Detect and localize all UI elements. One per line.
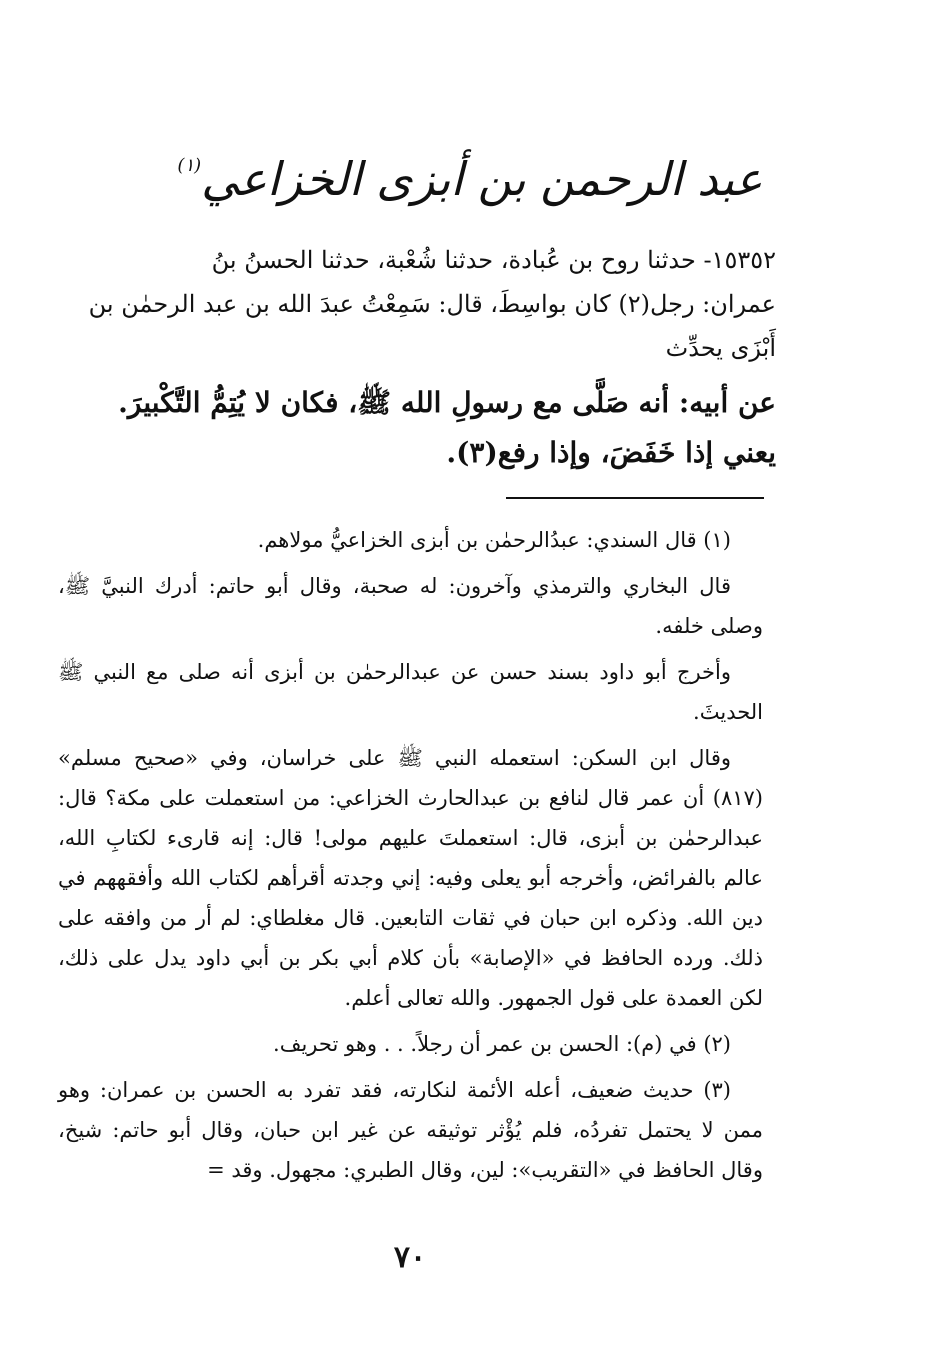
footnotes-section (58, 520, 763, 1196)
isnad-line: ١٥٣٥٢- حدثنا روح بن عُبادة، حدثنا شُعْبة، حدثنا الحسنُ بنُ (211, 246, 776, 274)
page-number: ٧٠ (393, 1240, 427, 1275)
matn-line: يعني إذا خَفَضَ، وإذا رفع(٣). (446, 436, 776, 469)
title-text: عبد الرحمن بن أبزى الخزاعي (201, 152, 763, 206)
isnad-line: أَبْزَى يحدِّث (665, 334, 776, 362)
footnote-1: (١) قال السندي: عبدُالرحمٰن بن أبزى الخزاعيُّ مولاهم. (257, 528, 731, 552)
hadith-matn (58, 378, 776, 478)
footnote-divider (506, 497, 764, 499)
footnote-1-continued: وقال ابن السكن: استعمله النبي ﷺ على خراسان، وفي «صحيح مسلم» (٨١٧) أن عمر قال لنافع بن عبدالحارث الخزاعي: من استعملت على مكة؟ قال: عبدالرحمٰن بن أبزى، قال: استعملتَ عليهم مولى! قال: إنه قارىء لكتابِ الله، عالم بالفرائض، وأخرجه أبو يعلى وفيه: إني وجدته أقرأهم لكتاب الله وأفقههم في دين الله. وذكره ابن حبان في ثقات التابعين. قال مغلطاي: لم أر من وافقه على ذلك. ورده الحافظ في «الإصابة» بأن كلام أبي بكر بن أبي داود يدل على ذلك، لكن العمدة على قول الجمهور. والله تعالى أعلم. (58, 746, 763, 1010)
matn-line: عن أبيه: أنه صَلَّى مع رسولِ الله ﷺ، فكان لا يُتِمُّ التَّكْبيرَ. (118, 386, 776, 419)
footnote-1-continued: وأخرج أبو داود بسند حسن عن عبدالرحمٰن بن أبزى أنه صلى مع النبي ﷺ الحديثَ. (58, 660, 763, 724)
page-title (150, 152, 790, 206)
footnote-2: (٢) في (م): الحسن بن عمر أن رجلاً. . . وهو تحريف. (273, 1032, 731, 1056)
footnote-3: (٣) حديث ضعيف، أعله الأئمة لنكارته، فقد تفرد به الحسن بن عمران: وهو ممن لا يحتمل تفردُه، فلم يُؤْثر توثيقه عن غير ابن حبان، وقال أبو حاتم: شيخ، وقال الحافظ في «التقريب»: لين، وقال الطبري: مجهول. وقد = (58, 1078, 763, 1182)
title-footnote-ref: (١) (177, 155, 202, 176)
isnad-line: عمران: رجل(٢) كان بواسِطَ، قال: سَمِعْتُ عبدَ الله بن عبد الرحمٰن بن (88, 290, 776, 318)
footnote-1-continued: قال البخاري والترمذي وآخرون: له صحبة، وقال أبو حاتم: أدرك النبيَّ ﷺ، وصلى خلفه. (58, 574, 763, 638)
hadith-isnad (58, 238, 776, 370)
